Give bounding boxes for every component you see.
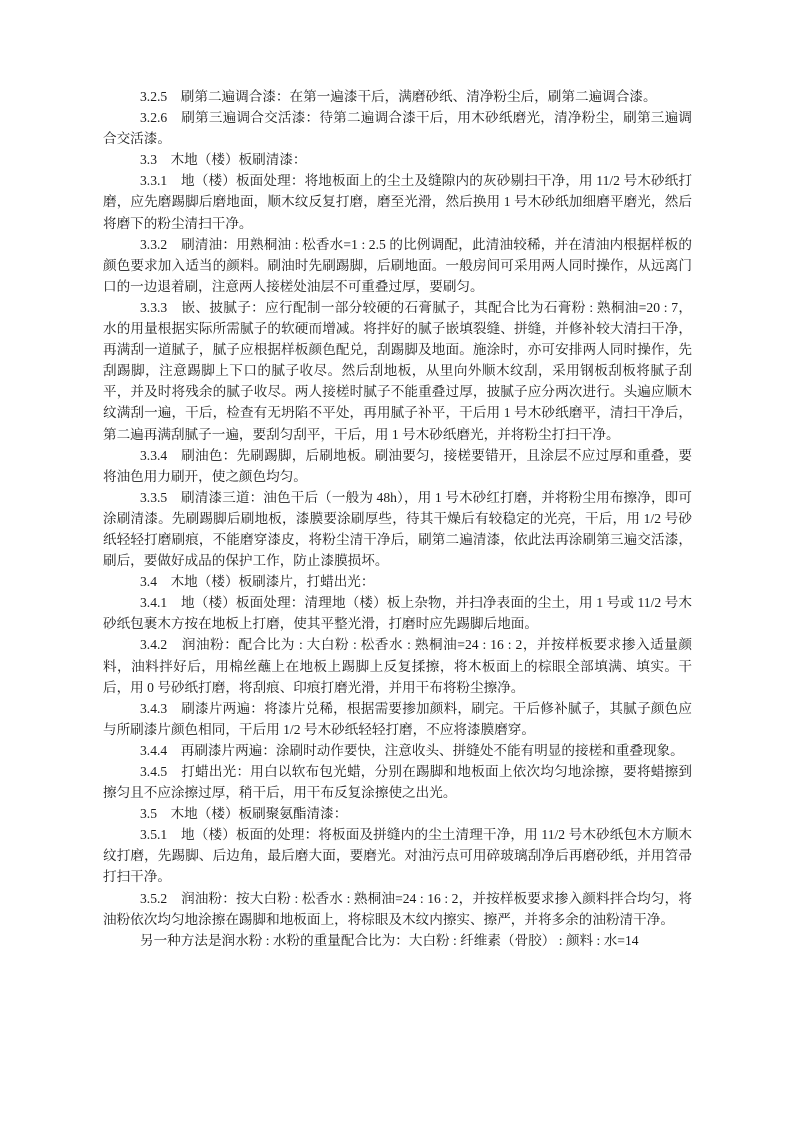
paragraph-3-4-4: 3.4.4 再刷漆片两遍：涂刷时动作要快，注意收头、拼缝处不能有明显的接槎和重叠现象。 xyxy=(140,742,684,758)
paragraph-3-3-1: 3.3.1 地（楼）板面处理：将地板面上的尘土及缝隙内的灰砂剔扫干净，用 11/2 号木砂纸打磨，应先磨踢脚后磨地面，顺木纹反复打磨，磨至光滑，然后换用 1 号木砂纸加细磨平磨光，然后将磨下的粉尘清扫干净。 xyxy=(103,173,692,231)
paragraph-3-3-2: 3.3.2 刷清油：用熟桐油 : 松香水=1 : 2.5 的比例调配，此清油较稀，并在清油内根据样板的颜色要求加入适当的颜料。刷油时先刷踢脚，后刷地面。一般房间可采用两人同时操作，从远离门口的一边退着刷，注意两人接槎处油层不可重叠过厚，要刷匀。 xyxy=(103,236,692,294)
paragraph-3-2-6: 3.2.6 刷第三遍调合交活漆：待第二遍调合漆干后，用木砂纸磨光，清净粉尘，刷第三遍调合交活漆。 xyxy=(103,110,692,147)
paragraph-alternate-method: 另一种方法是润水粉 : 水粉的重量配合比为：大白粉 : 纤维素（骨胶） : 颜料 : 水=14 xyxy=(140,932,639,948)
paragraph-3-3-4: 3.3.4 刷油色：先刷踢脚，后刷地板。刷油要匀，接槎要错开，且涂层不应过厚和重叠，要将油色用力刷开，使之颜色均匀。 xyxy=(103,447,692,484)
section-heading-3-4: 3.4 木地（楼）板刷漆片，打蜡出光： xyxy=(140,574,375,590)
paragraph-3-4-3: 3.4.3 刷漆片两遍：将漆片兑稀，根据需要掺加颜料，刷完。干后修补腻子，其腻子颜色应与所刷漆片颜色相同，干后用 1/2 号木砂纸轻轻打磨，不应将漆膜磨穿。 xyxy=(103,700,692,737)
section-heading-3-3: 3.3 木地（楼）板刷清漆： xyxy=(140,152,307,168)
paragraph-3-2-5: 3.2.5 刷第二遍调合漆：在第一遍漆干后，满磨砂纸、清净粉尘后，刷第二遍调合漆。 xyxy=(140,89,657,104)
paragraph-3-4-5: 3.4.5 打蜡出光：用白以软布包光蜡，分别在踢脚和地板面上依次均匀地涂擦，要将蜡擦到擦匀且不应涂擦过厚，稍干后，用干布反复涂擦使之出光。 xyxy=(103,764,692,801)
section-heading-3-5: 3.5 木地（楼）板刷聚氨酯清漆： xyxy=(140,806,348,822)
paragraph-3-5-1: 3.5.1 地（楼）板面的处理：将板面及拼缝内的尘土清理干净，用 11/2 号木砂纸包木方顺木纹打磨，先踢脚、后边角，最后磨大面，要磨光。对油污点可用碎玻璃刮净后再磨砂纸，并用笤帚打扫干净。 xyxy=(103,827,692,885)
paragraph-3-3-3: 3.3.3 嵌、披腻子：应行配制一部分较硬的石膏腻子，其配合比为石膏粉 : 熟桐油=20 : 7，水的用量根据实际所需腻子的软硬而增减。将拌好的腻子嵌填裂缝、拼缝，并修补较大清扫干净，再满刮一道腻子，腻子应根据样板颜色配兑，刮踢脚及地面。施涂时，亦可安排两人同时操作，先刮踢脚，注意踢脚上下口的腻子收尽。然后刮地板，从里向外顺木纹刮，采用钢板刮板将腻子刮平，并及时将残余的腻子收尽。两人接槎时腻子不能重叠过厚，披腻子应分两次进行。头遍应顺木纹满刮一遍，干后，检查有无坍陷不平处，再用腻子补平，干后用 1 号木砂纸磨平，清扫干净后，第二遍再满刮腻子一遍，要刮匀刮平，干后，用 1 号木砂纸磨光，并将粉尘打扫干净。 xyxy=(103,299,692,442)
paragraph-3-4-1: 3.4.1 地（楼）板面处理：清理地（楼）板上杂物，并扫净表面的尘土，用 1 号或 11/2 号木砂纸包裹木方按在地板上打磨，使其平整光滑，打磨时应先踢脚后地面。 xyxy=(103,595,692,632)
paragraph-3-3-5: 3.3.5 刷清漆三道：油色干后（一般为 48h），用 1 号木砂红打磨，并将粉尘用布擦净，即可涂刷清漆。先刷踢脚后刷地板，漆膜要涂刷厚些，待其干燥后有较稳定的光亮，干后，用 1/2 号砂纸轻轻打磨刷痕，不能磨穿漆皮，将粉尘清干净后，刷第二遍清漆，依此法再涂刷第三遍交活漆，刷后，要做好成品的保护工作，防止漆膜损坏。 xyxy=(103,489,692,569)
paragraph-3-5-2: 3.5.2 润油粉：按大白粉 : 松香水 : 熟桐油=24 : 16 : 2，并按样板要求掺入颜料拌合均匀，将油粉依次均匀地涂擦在踢脚和地板面上，将棕眼及木纹内擦实、擦严，并将多余的油粉清干净。 xyxy=(103,890,692,927)
paragraph-3-4-2: 3.4.2 润油粉：配合比为 : 大白粉 : 松香水 : 熟桐油=24 : 16 : 2，并按样板要求掺入适量颜料，油料拌好后，用棉丝蘸上在地板上踢脚上反复揉擦，将木板面上的棕眼全部填满、填实。干后，用 0 号砂纸打磨，将刮痕、印痕打磨光滑，并用干布将粉尘擦净。 xyxy=(103,637,692,695)
